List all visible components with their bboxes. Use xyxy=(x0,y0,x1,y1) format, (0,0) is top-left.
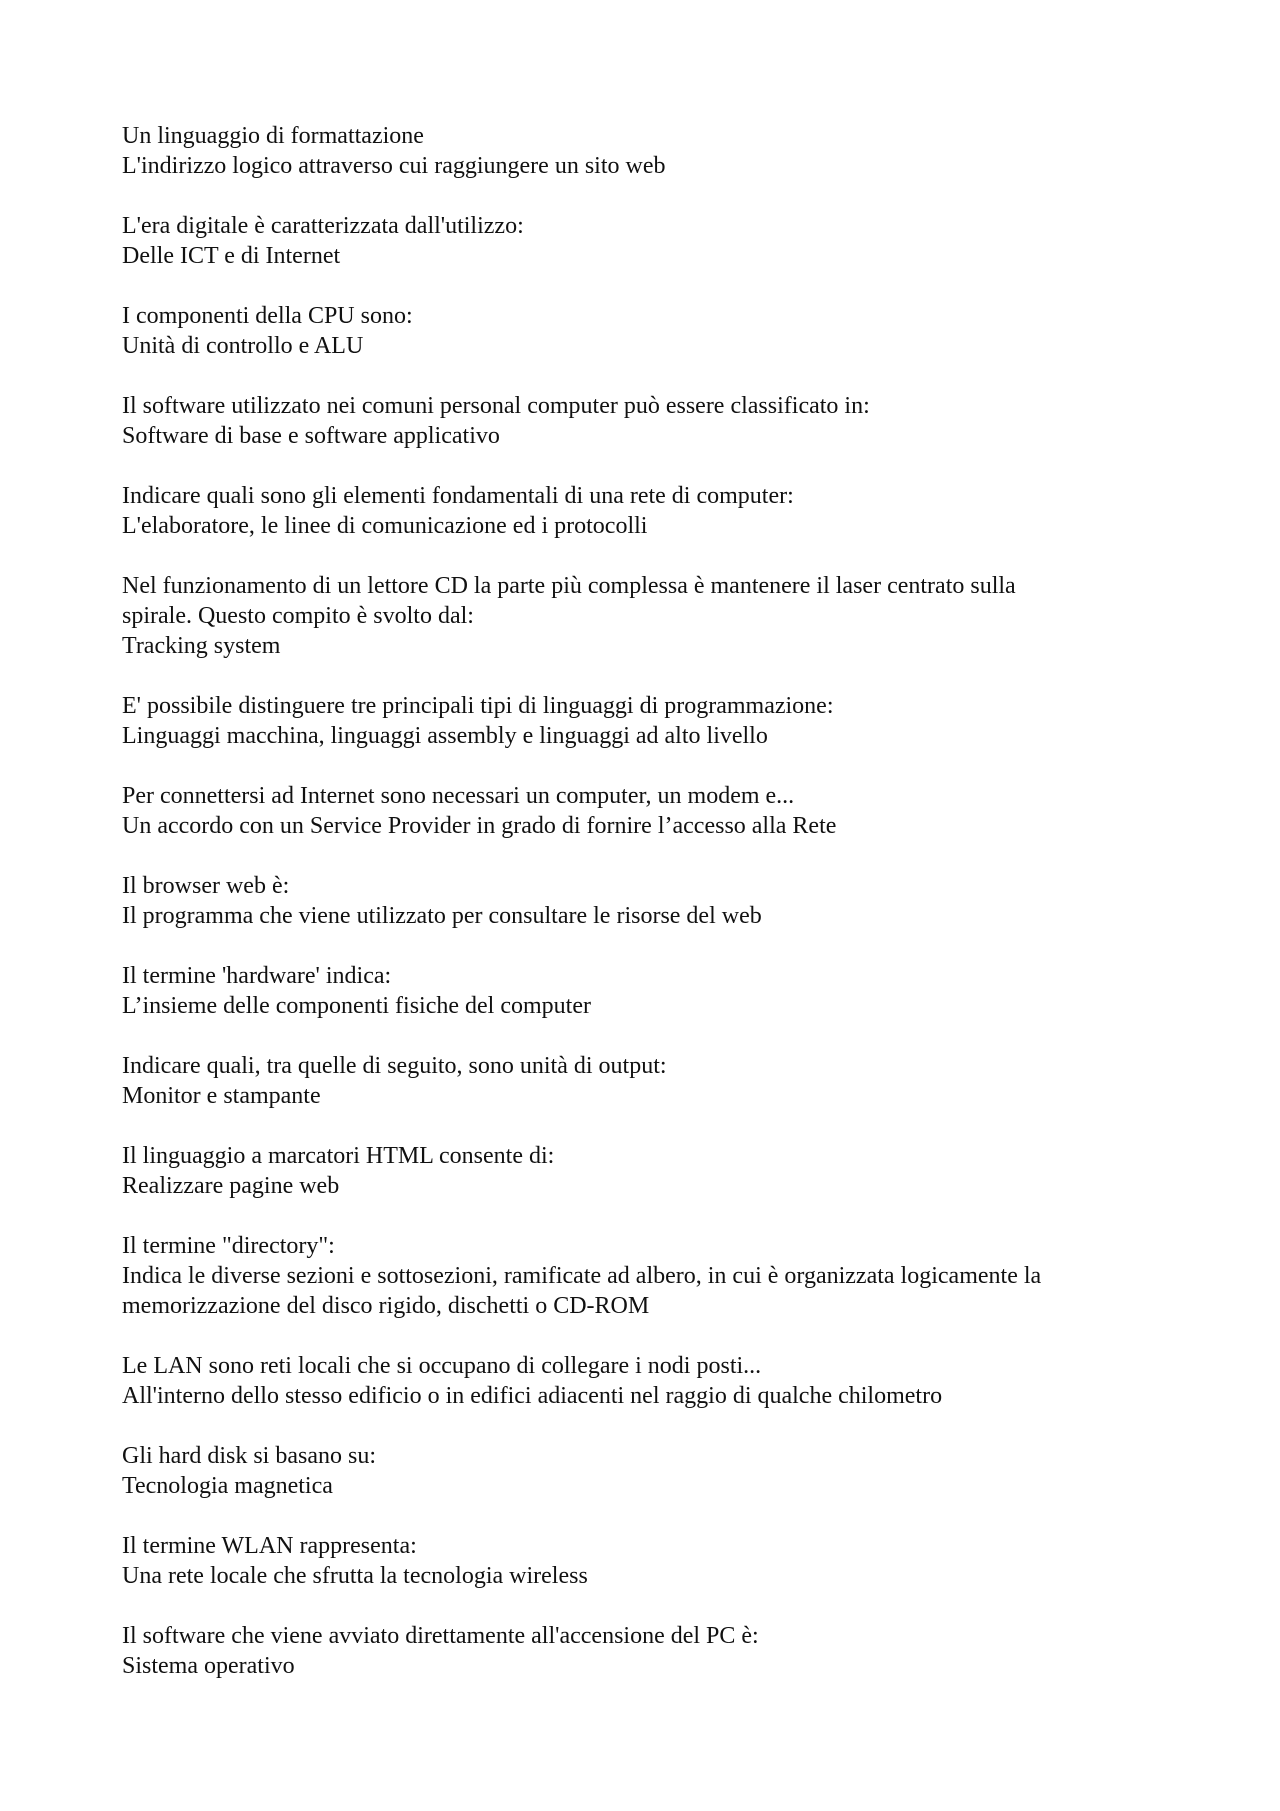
text-line: L’insieme delle componenti fisiche del computer xyxy=(122,993,591,1019)
text-line: Un linguaggio di formattazione xyxy=(122,123,424,149)
text-line: Indica le diverse sezioni e sottosezioni, ramificate ad albero, in cui è organizzata logicamente la xyxy=(122,1263,1042,1289)
text-line: Indicare quali, tra quelle di seguito, sono unità di output: xyxy=(122,1053,667,1079)
text-line: Sistema operativo xyxy=(122,1653,295,1679)
paragraph-gap xyxy=(122,931,1162,961)
text-line: Le LAN sono reti locali che si occupano di collegare i nodi posti... xyxy=(122,1353,762,1379)
qa-entry xyxy=(122,1051,1162,1111)
qa-entry xyxy=(122,211,1162,271)
paragraph-gap xyxy=(122,1201,1162,1231)
text-line: spirale. Questo compito è svolto dal: xyxy=(122,603,474,629)
paragraph-gap xyxy=(122,451,1162,481)
qa-entry xyxy=(122,1441,1162,1501)
text-line: Un accordo con un Service Provider in grado di fornire l’accesso alla Rete xyxy=(122,813,837,839)
text-line: E' possibile distinguere tre principali tipi di linguaggi di programmazione: xyxy=(122,693,834,719)
text-line: Indicare quali sono gli elementi fondamentali di una rete di computer: xyxy=(122,483,794,509)
text-line: Una rete locale che sfrutta la tecnologia wireless xyxy=(122,1563,588,1589)
text-line: L'elaboratore, le linee di comunicazione ed i protocolli xyxy=(122,513,648,539)
text-line: Il termine 'hardware' indica: xyxy=(122,963,392,989)
qa-entry xyxy=(122,571,1162,661)
qa-entry xyxy=(122,1141,1162,1201)
paragraph-gap xyxy=(122,1411,1162,1441)
text-line: Realizzare pagine web xyxy=(122,1173,340,1199)
text-line: All'interno dello stesso edificio o in edifici adiacenti nel raggio di qualche chilometro xyxy=(122,1383,943,1409)
qa-entry xyxy=(122,1351,1162,1411)
text-line: Per connettersi ad Internet sono necessari un computer, un modem e... xyxy=(122,783,795,809)
paragraph-gap xyxy=(122,1591,1162,1621)
paragraph-gap xyxy=(122,1111,1162,1141)
text-line: Software di base e software applicativo xyxy=(122,423,500,449)
qa-entry xyxy=(122,1531,1162,1591)
qa-entry xyxy=(122,301,1162,361)
qa-entry xyxy=(122,481,1162,541)
text-line: Il software che viene avviato direttamente all'accensione del PC è: xyxy=(122,1623,759,1649)
text-line: Unità di controllo e ALU xyxy=(122,333,364,359)
text-line: Linguaggi macchina, linguaggi assembly e linguaggi ad alto livello xyxy=(122,723,768,749)
qa-entry xyxy=(122,691,1162,751)
qa-entry xyxy=(122,1231,1162,1321)
text-line: Delle ICT e di Internet xyxy=(122,243,341,269)
text-line: Il linguaggio a marcatori HTML consente di: xyxy=(122,1143,555,1169)
text-line: Tecnologia magnetica xyxy=(122,1473,333,1499)
paragraph-gap xyxy=(122,1501,1162,1531)
text-line: Il programma che viene utilizzato per consultare le risorse del web xyxy=(122,903,762,929)
paragraph-gap xyxy=(122,271,1162,301)
paragraph-gap xyxy=(122,751,1162,781)
text-line: I componenti della CPU sono: xyxy=(122,303,413,329)
paragraph-gap xyxy=(122,1321,1162,1351)
text-line: Nel funzionamento di un lettore CD la parte più complessa è mantenere il laser centrato sulla xyxy=(122,573,1016,599)
text-line: memorizzazione del disco rigido, dischetti o CD-ROM xyxy=(122,1293,650,1319)
text-line: Il termine "directory": xyxy=(122,1233,335,1259)
text-line: Il software utilizzato nei comuni personal computer può essere classificato in: xyxy=(122,393,870,419)
text-line: L'era digitale è caratterizzata dall'utilizzo: xyxy=(122,213,524,239)
qa-entry xyxy=(122,391,1162,451)
qa-entry xyxy=(122,1621,1162,1681)
qa-entry xyxy=(122,961,1162,1021)
paragraph-gap xyxy=(122,661,1162,691)
qa-entry xyxy=(122,871,1162,931)
text-line: Il termine WLAN rappresenta: xyxy=(122,1533,417,1559)
document-page xyxy=(122,121,1162,1681)
text-line: Monitor e stampante xyxy=(122,1083,321,1109)
paragraph-gap xyxy=(122,841,1162,871)
text-line: Il browser web è: xyxy=(122,873,290,899)
qa-entry xyxy=(122,781,1162,841)
text-line: Gli hard disk si basano su: xyxy=(122,1443,376,1469)
text-line: Tracking system xyxy=(122,633,281,659)
paragraph-gap xyxy=(122,1021,1162,1051)
paragraph-gap xyxy=(122,361,1162,391)
paragraph-gap xyxy=(122,541,1162,571)
qa-entry xyxy=(122,121,1162,181)
text-line: L'indirizzo logico attraverso cui raggiungere un sito web xyxy=(122,153,666,179)
paragraph-gap xyxy=(122,181,1162,211)
